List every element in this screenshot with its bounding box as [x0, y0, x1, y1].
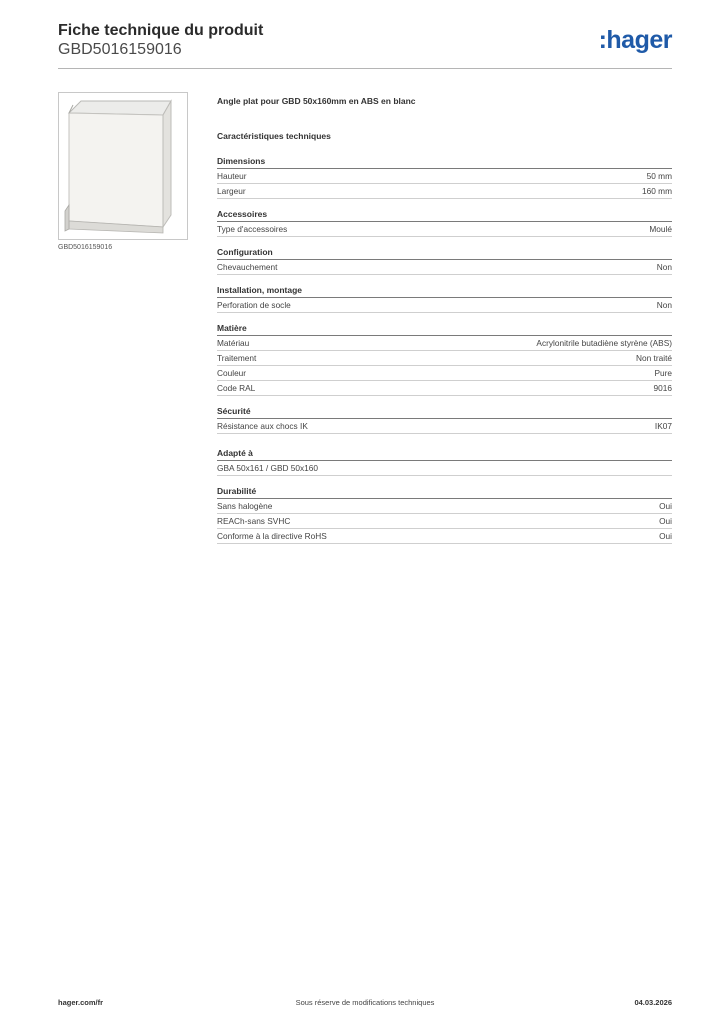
page-header [58, 20, 672, 69]
spec-label: Traitement [217, 353, 257, 363]
spec-row [217, 461, 672, 476]
section-adapte [217, 448, 672, 476]
spec-value: Non [656, 300, 672, 310]
spec-row [217, 514, 672, 529]
spec-value: Oui [659, 501, 672, 511]
spec-row [217, 529, 672, 544]
spec-row [217, 336, 672, 351]
page-title: Fiche technique du produit [58, 22, 264, 39]
spec-label: REACh-sans SVHC [217, 516, 291, 526]
section-title: Durabilité [217, 486, 672, 499]
footer-website-link[interactable]: hager.com/fr [58, 998, 104, 1007]
section-title: Accessoires [217, 209, 672, 222]
spec-label: Couleur [217, 368, 247, 378]
section-title: Matière [217, 323, 672, 336]
section-configuration [217, 247, 672, 275]
spec-label: Matériau [217, 338, 250, 348]
product-reference: GBD5016159016 [58, 41, 182, 58]
section-installation [217, 285, 672, 313]
spec-row [217, 366, 672, 381]
logo-text: hager [606, 26, 672, 54]
spec-row [217, 222, 672, 237]
spec-value: Non [656, 262, 672, 272]
spec-value: 160 mm [642, 186, 672, 196]
section-title: Configuration [217, 247, 672, 260]
spec-value: IK07 [654, 421, 672, 431]
spec-label: Conforme à la directive RoHS [217, 531, 327, 541]
spec-value: Acrylonitrile butadiène styrène (ABS) [536, 338, 672, 348]
spec-row [217, 184, 672, 199]
section-durabilite [217, 486, 672, 544]
spec-label: Hauteur [217, 171, 247, 181]
section-accessoires [217, 209, 672, 237]
spec-row [217, 169, 672, 184]
product-image [58, 92, 188, 240]
spec-row [217, 260, 672, 275]
hager-logo: :hager [598, 26, 672, 54]
spec-row [217, 499, 672, 514]
spec-label: Sans halogène [217, 501, 273, 511]
section-title: Dimensions [217, 156, 672, 169]
section-dimensions [217, 156, 672, 199]
section-matiere [217, 323, 672, 396]
spec-value: Moulé [649, 224, 672, 234]
tech-specs-heading: Caractéristiques techniques [217, 131, 331, 141]
spec-label: Code RAL [217, 383, 256, 393]
spec-value: Pure [654, 368, 672, 378]
spec-row [217, 381, 672, 396]
spec-value: Oui [659, 516, 672, 526]
spec-value: 9016 [653, 383, 672, 393]
footer-date: 04.03.2026 [634, 998, 672, 1007]
spec-label: Chevauchement [217, 262, 278, 272]
spec-value: Non traité [636, 353, 672, 363]
spec-value: Oui [659, 531, 672, 541]
spec-label: Résistance aux chocs IK [217, 421, 308, 431]
spec-row [217, 419, 672, 434]
section-title: Adapté à [217, 448, 672, 461]
image-caption: GBD5016159016 [58, 244, 113, 251]
spec-value: 50 mm [646, 171, 672, 181]
datasheet-content [217, 96, 672, 554]
spec-label: Perforation de socle [217, 300, 291, 310]
section-title: Sécurité [217, 406, 672, 419]
spec-label: GBA 50x161 / GBD 50x160 [217, 463, 319, 473]
spec-label: Largeur [217, 186, 246, 196]
section-title: Installation, montage [217, 285, 672, 298]
cable-duct-corner-illustration [59, 93, 187, 239]
footer-notice: Sous réserve de modifications techniques [295, 998, 435, 1007]
section-securite [217, 406, 672, 434]
product-description: Angle plat pour GBD 50x160mm en ABS en blanc [217, 96, 416, 106]
spec-row [217, 351, 672, 366]
spec-label: Type d'accessoires [217, 224, 288, 234]
spec-row [217, 298, 672, 313]
